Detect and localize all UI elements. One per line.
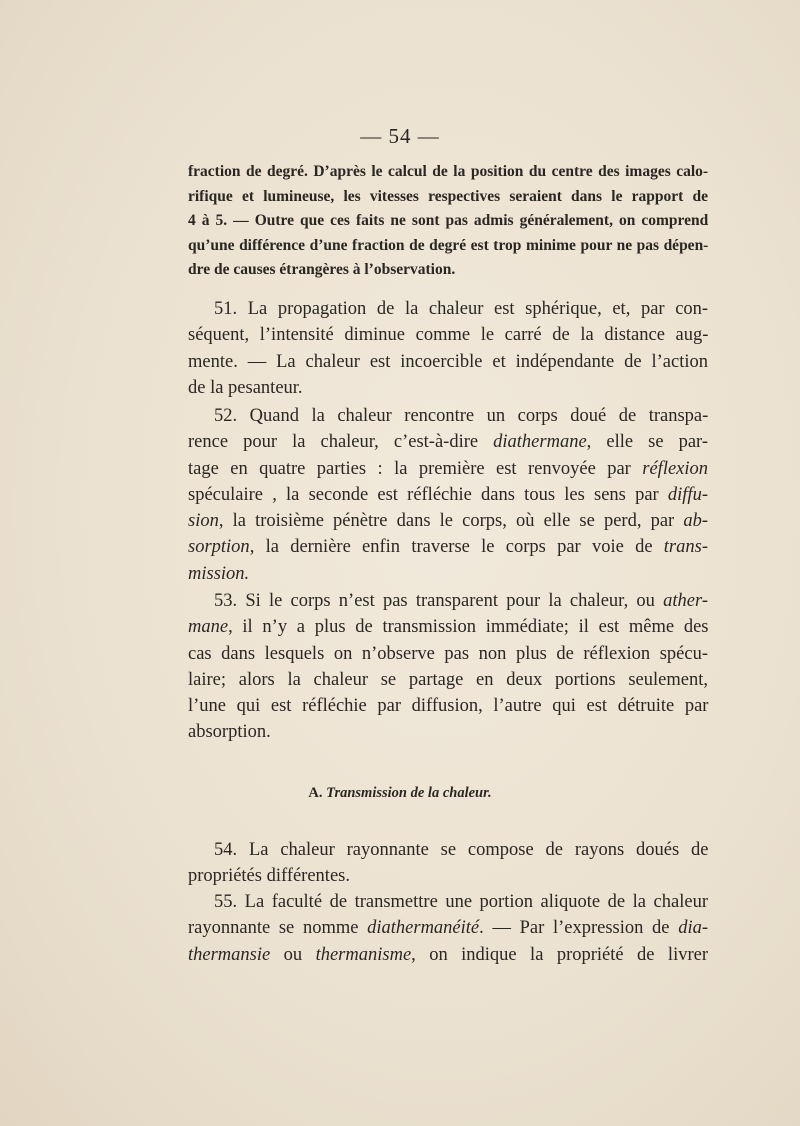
italic-term: mission. <box>188 563 250 584</box>
italic-term: sorption <box>188 537 250 558</box>
italic-term: dia- <box>678 918 709 939</box>
text-span: rence pour la chaleur, c’est-à-dire <box>188 432 494 453</box>
text-line <box>188 942 708 968</box>
italic-term: diathermanéité <box>367 918 480 939</box>
text-line: rifique et lumineuse, les vitesses respectives seraient dans le rapport de <box>188 187 708 205</box>
page-number: — 54 — <box>360 124 440 148</box>
text-line <box>188 588 708 614</box>
text-span: , elle se par- <box>586 432 709 453</box>
text-line: absorption. <box>188 722 271 743</box>
text-line <box>188 534 708 560</box>
text-line <box>188 456 708 482</box>
italic-term: sion <box>188 511 219 532</box>
italic-term: diffu- <box>667 484 708 505</box>
italic-term: trans- <box>663 537 708 558</box>
italic-term: thermansie <box>188 944 271 965</box>
text-line: séquent, l’intensité diminue comme le carré de la distance aug- <box>188 325 709 346</box>
text-line <box>188 482 708 508</box>
text-line: de la pesanteur. <box>188 377 303 398</box>
text-line: 52. Quand la chaleur rencontre un corps doué de transpa- <box>214 406 709 426</box>
subheading-title: Transmission de la chaleur. <box>326 785 492 801</box>
text-span: , la dernière enfin traverse le corps par voie de <box>249 537 664 558</box>
text-line <box>188 508 708 534</box>
text-line <box>188 429 708 455</box>
text-span: , la troisième pénètre dans le corps, où elle se perd, par <box>218 511 684 532</box>
text-line: propriétés différentes. <box>188 866 350 887</box>
section-subheading <box>0 785 800 802</box>
text-line: laire; alors la chaleur se partage en deux portions seulement, <box>188 669 708 690</box>
italic-term: mane <box>188 617 229 638</box>
text-line: 54. La chaleur rayonnante se compose de rayons doués de <box>214 840 709 860</box>
text-span: . — Par l’expression de <box>479 918 679 939</box>
italic-term: ather- <box>663 591 708 611</box>
text-line <box>188 561 708 587</box>
paragraph-53 <box>188 588 708 746</box>
text-span: , il n’y a plus de transmission immédiate; il est même des <box>228 617 709 638</box>
paragraph-55 <box>188 889 708 968</box>
subheading-label: A. <box>308 785 323 801</box>
italic-term: diathermane <box>493 432 587 453</box>
paragraph-51 <box>188 296 708 401</box>
paragraph-52 <box>188 403 708 587</box>
text-line: fraction de degré. D’après le calcul de la position du centre des images calo- <box>188 163 709 180</box>
text-line: dre de causes étrangères à l’observation. <box>188 261 456 279</box>
text-span: tage en quatre parties : la première est renvoyée par <box>188 458 643 479</box>
text-line: 55. La faculté de transmettre une portion aliquote de la chaleur <box>214 892 708 912</box>
text-line: l’une qui est réfléchie par diffusion, l’autre qui est détruite par <box>188 696 709 717</box>
text-line <box>188 915 708 941</box>
text-span: ou <box>270 944 316 965</box>
text-span: rayonnante se nomme <box>188 918 368 939</box>
text-line: 4 à 5. — Outre que ces faits ne sont pas admis généralement, on comprend <box>188 212 709 230</box>
text-line: 51. La propagation de la chaleur est sphérique, et, par con- <box>214 299 709 319</box>
text-span: spéculaire , la seconde est réfléchie dans tous les sens par <box>188 484 668 505</box>
text-line: cas dans lesquels on n’observe pas non plus de réflexion spécu- <box>188 643 708 664</box>
paragraph-54 <box>188 837 708 890</box>
text-span: 53. Si le corps n’est pas transparent pour la chaleur, ou <box>214 591 664 611</box>
intro-paragraph <box>188 160 708 283</box>
text-line <box>188 614 708 640</box>
text-line: mente. — La chaleur est incoercible et indépendante de l’action <box>188 351 708 372</box>
text-span: , on indique la propriété de livrer <box>411 944 708 965</box>
italic-term: thermanisme <box>315 944 412 965</box>
italic-term: ab- <box>683 511 708 532</box>
italic-term: réflexion <box>642 458 709 479</box>
text-line: qu’une différence d’une fraction de degré est trop minime pour ne pas dépen- <box>188 236 709 254</box>
